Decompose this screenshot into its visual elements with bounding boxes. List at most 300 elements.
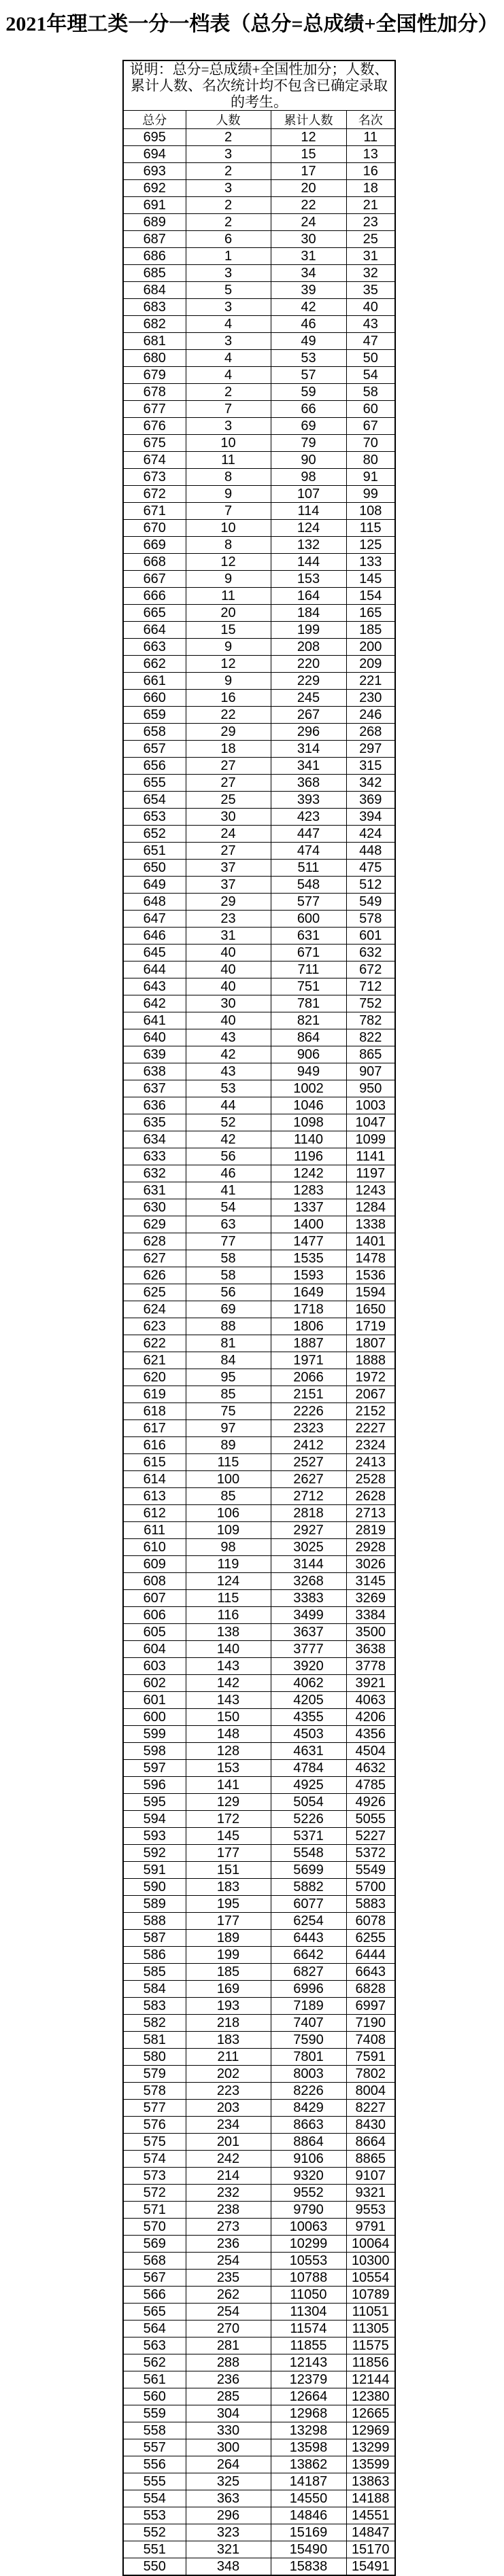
cell-rank: 13299 [346,2439,395,2456]
table-row [123,1862,395,1879]
cell-score: 685 [123,265,186,282]
cell-rank: 1141 [346,1148,395,1165]
table-row [123,1454,395,1471]
cell-score: 645 [123,945,186,961]
cell-rank: 11575 [346,2337,395,2354]
cell-score: 579 [123,2066,186,2083]
cell-rank: 1338 [346,1216,395,1233]
cell-score: 624 [123,1301,186,1318]
cell-cumulative: 17 [271,163,346,180]
cell-count: 12 [186,656,271,673]
cell-rank: 23 [346,214,395,231]
cell-rank: 9321 [346,2185,395,2202]
cell-rank: 632 [346,945,395,961]
cell-rank: 1401 [346,1233,395,1250]
cell-rank: 1650 [346,1301,395,1318]
cell-rank: 950 [346,1080,395,1097]
cell-rank: 4926 [346,1794,395,1811]
cell-rank: 3026 [346,1556,395,1573]
table-row [123,843,395,860]
cell-cumulative: 2151 [271,1386,346,1403]
table-row [123,1522,395,1539]
cell-count: 81 [186,1335,271,1352]
cell-cumulative: 423 [271,809,346,826]
cell-cumulative: 6077 [271,1896,346,1913]
cell-count: 7 [186,401,271,418]
cell-count: 40 [186,945,271,961]
cell-score: 597 [123,1760,186,1777]
table-row [123,486,395,503]
table-row [123,1182,395,1199]
cell-count: 270 [186,2321,271,2337]
table-row [123,1148,395,1165]
cell-score: 566 [123,2287,186,2304]
score-table [122,60,396,2576]
cell-cumulative: 3920 [271,1658,346,1675]
cell-count: 4 [186,350,271,367]
cell-score: 692 [123,180,186,197]
table-row [123,1063,395,1080]
cell-score: 678 [123,384,186,401]
cell-rank: 35 [346,282,395,299]
cell-cumulative: 11855 [271,2337,346,2354]
table-row [123,520,395,537]
cell-score: 670 [123,520,186,537]
cell-score: 622 [123,1335,186,1352]
cell-score: 655 [123,775,186,792]
table-row [123,1352,395,1369]
table-row [123,316,395,333]
cell-cumulative: 107 [271,486,346,503]
cell-count: 27 [186,843,271,860]
cell-count: 3 [186,180,271,197]
cell-cumulative: 14550 [271,2490,346,2507]
table-row [123,1709,395,1726]
cell-count: 84 [186,1352,271,1369]
cell-count: 8 [186,537,271,554]
cell-score: 647 [123,911,186,928]
cell-count: 142 [186,1675,271,1692]
cell-rank: 3269 [346,1590,395,1607]
cell-count: 22 [186,707,271,724]
cell-count: 100 [186,1471,271,1488]
cell-rank: 1478 [346,1250,395,1267]
cell-count: 254 [186,2253,271,2270]
cell-score: 693 [123,163,186,180]
table-row [123,282,395,299]
cell-score: 562 [123,2354,186,2371]
cell-score: 683 [123,299,186,316]
cell-cumulative: 144 [271,554,346,571]
cell-cumulative: 199 [271,622,346,639]
cell-score: 673 [123,469,186,486]
cell-cumulative: 12664 [271,2388,346,2405]
table-row [123,1964,395,1981]
cell-cumulative: 1400 [271,1216,346,1233]
cell-rank: 4206 [346,1709,395,1726]
cell-rank: 7190 [346,2015,395,2032]
cell-count: 193 [186,1998,271,2015]
cell-count: 1 [186,248,271,265]
cell-rank: 1284 [346,1199,395,1216]
cell-cumulative: 4355 [271,1709,346,1726]
table-row [123,1216,395,1233]
cell-cumulative: 1477 [271,1233,346,1250]
cell-count: 46 [186,1165,271,1182]
cell-cumulative: 474 [271,843,346,860]
cell-rank: 58 [346,384,395,401]
cell-rank: 13 [346,146,395,163]
cell-score: 684 [123,282,186,299]
cell-score: 565 [123,2304,186,2321]
table-row [123,1624,395,1641]
cell-cumulative: 600 [271,911,346,928]
cell-rank: 91 [346,469,395,486]
cell-count: 3 [186,146,271,163]
table-row [123,418,395,435]
table-row [123,2236,395,2253]
table-row [123,1879,395,1896]
cell-cumulative: 164 [271,588,346,605]
table-row [123,367,395,384]
cell-score: 676 [123,418,186,435]
table-row [123,537,395,554]
cell-cumulative: 1140 [271,1131,346,1148]
cell-score: 642 [123,995,186,1012]
table-row [123,2100,395,2117]
cell-count: 11 [186,452,271,469]
cell-count: 2 [186,384,271,401]
cell-count: 183 [186,2032,271,2049]
cell-cumulative: 184 [271,605,346,622]
cell-count: 9 [186,639,271,656]
cell-cumulative: 1002 [271,1080,346,1097]
cell-score: 563 [123,2337,186,2354]
cell-count: 56 [186,1284,271,1301]
cell-score: 617 [123,1420,186,1437]
cell-count: 2 [186,197,271,214]
cell-score: 593 [123,1828,186,1845]
cell-cumulative: 1283 [271,1182,346,1199]
cell-rank: 297 [346,741,395,758]
cell-cumulative: 751 [271,978,346,995]
cell-rank: 125 [346,537,395,554]
cell-score: 570 [123,2219,186,2236]
cell-rank: 16 [346,163,395,180]
cell-count: 7 [186,503,271,520]
cell-cumulative: 208 [271,639,346,656]
table-row [123,877,395,894]
cell-rank: 13599 [346,2456,395,2473]
cell-score: 553 [123,2507,186,2524]
table-row [123,2253,395,2270]
cell-count: 23 [186,911,271,928]
table-row [123,333,395,350]
cell-cumulative: 31 [271,248,346,265]
cell-cumulative: 7801 [271,2049,346,2066]
cell-count: 296 [186,2507,271,2524]
cell-count: 85 [186,1488,271,1505]
table-row [123,2541,395,2558]
cell-score: 591 [123,1862,186,1879]
table-row [123,2117,395,2134]
cell-rank: 12969 [346,2422,395,2439]
cell-count: 37 [186,860,271,877]
table-row [123,2032,395,2049]
table-row [123,2456,395,2473]
cell-count: 12 [186,554,271,571]
cell-score: 610 [123,1539,186,1556]
cell-score: 559 [123,2405,186,2422]
cell-rank: 782 [346,1012,395,1029]
table-row [123,809,395,826]
table-row [123,384,395,401]
table-row [123,2405,395,2422]
cell-score: 669 [123,537,186,554]
table-row [123,1403,395,1420]
cell-rank: 5549 [346,1862,395,1879]
cell-count: 195 [186,1896,271,1913]
cell-rank: 15491 [346,2558,395,2576]
cell-cumulative: 5548 [271,1845,346,1862]
cell-rank: 185 [346,622,395,639]
cell-count: 236 [186,2371,271,2388]
table-row [123,1590,395,1607]
cell-count: 202 [186,2066,271,2083]
cell-cumulative: 821 [271,1012,346,1029]
table-row [123,2151,395,2168]
cell-count: 288 [186,2354,271,2371]
cell-cumulative: 577 [271,894,346,911]
table-row [123,2490,395,2507]
cell-score: 568 [123,2253,186,2270]
cell-count: 148 [186,1726,271,1743]
table-row [123,1675,395,1692]
cell-rank: 1243 [346,1182,395,1199]
table-row [123,1114,395,1131]
cell-score: 652 [123,826,186,843]
table-row [123,1488,395,1505]
table-row [123,180,395,197]
table-row [123,1811,395,1828]
cell-rank: 865 [346,1046,395,1063]
cell-count: 27 [186,775,271,792]
cell-count: 37 [186,877,271,894]
cell-count: 330 [186,2422,271,2439]
cell-count: 30 [186,809,271,826]
cell-rank: 14847 [346,2524,395,2541]
cell-score: 586 [123,1947,186,1964]
cell-rank: 99 [346,486,395,503]
cell-count: 31 [186,928,271,945]
column-header-score: 总分 [123,111,186,129]
cell-rank: 230 [346,690,395,707]
cell-cumulative: 393 [271,792,346,809]
cell-cumulative: 12 [271,129,346,146]
cell-rank: 8664 [346,2134,395,2151]
cell-score: 625 [123,1284,186,1301]
cell-score: 618 [123,1403,186,1420]
cell-rank: 6643 [346,1964,395,1981]
cell-count: 29 [186,724,271,741]
cell-score: 614 [123,1471,186,1488]
cell-score: 653 [123,809,186,826]
cell-cumulative: 30 [271,231,346,248]
cell-cumulative: 9790 [271,2202,346,2219]
cell-rank: 115 [346,520,395,537]
cell-score: 606 [123,1607,186,1624]
cell-score: 604 [123,1641,186,1658]
table-row [123,2066,395,2083]
cell-score: 659 [123,707,186,724]
cell-cumulative: 229 [271,673,346,690]
cell-rank: 2067 [346,1386,395,1403]
cell-score: 666 [123,588,186,605]
cell-score: 594 [123,1811,186,1828]
cell-cumulative: 46 [271,316,346,333]
cell-score: 651 [123,843,186,860]
table-row [123,2083,395,2100]
cell-score: 576 [123,2117,186,2134]
cell-rank: 3921 [346,1675,395,1692]
note-row [123,60,395,111]
cell-score: 600 [123,1709,186,1726]
cell-score: 633 [123,1148,186,1165]
cell-rank: 4632 [346,1760,395,1777]
cell-cumulative: 8429 [271,2100,346,2117]
cell-score: 558 [123,2422,186,2439]
table-row [123,961,395,978]
cell-cumulative: 949 [271,1063,346,1080]
cell-rank: 4356 [346,1726,395,1743]
cell-cumulative: 1718 [271,1301,346,1318]
cell-score: 644 [123,961,186,978]
cell-count: 53 [186,1080,271,1097]
cell-count: 69 [186,1301,271,1318]
table-row [123,894,395,911]
cell-count: 124 [186,1573,271,1590]
cell-cumulative: 1649 [271,1284,346,1301]
cell-rank: 6078 [346,1913,395,1930]
cell-cumulative: 8226 [271,2083,346,2100]
table-row [123,2185,395,2202]
cell-cumulative: 12968 [271,2405,346,2422]
table-row [123,2354,395,2371]
cell-cumulative: 11050 [271,2287,346,2304]
cell-count: 2 [186,129,271,146]
cell-score: 664 [123,622,186,639]
cell-score: 654 [123,792,186,809]
cell-rank: 80 [346,452,395,469]
cell-cumulative: 3144 [271,1556,346,1573]
cell-rank: 133 [346,554,395,571]
cell-rank: 209 [346,656,395,673]
table-row [123,588,395,605]
cell-cumulative: 39 [271,282,346,299]
cell-score: 689 [123,214,186,231]
table-row [123,775,395,792]
cell-rank: 1047 [346,1114,395,1131]
cell-count: 211 [186,2049,271,2066]
cell-count: 235 [186,2270,271,2287]
table-row [123,1794,395,1811]
table-row [123,605,395,622]
cell-count: 4 [186,367,271,384]
cell-cumulative: 3383 [271,1590,346,1607]
cell-cumulative: 13598 [271,2439,346,2456]
cell-cumulative: 906 [271,1046,346,1063]
cell-score: 681 [123,333,186,350]
cell-rank: 2713 [346,1505,395,1522]
cell-rank: 2819 [346,1522,395,1539]
table-row [123,299,395,316]
cell-count: 41 [186,1182,271,1199]
table-row [123,911,395,928]
cell-count: 24 [186,826,271,843]
table-row [123,1335,395,1352]
table-row [123,707,395,724]
cell-rank: 1807 [346,1335,395,1352]
cell-cumulative: 245 [271,690,346,707]
cell-score: 691 [123,197,186,214]
cell-rank: 394 [346,809,395,826]
table-row [123,1505,395,1522]
cell-cumulative: 5226 [271,1811,346,1828]
table-row [123,1131,395,1148]
cell-cumulative: 9552 [271,2185,346,2202]
cell-count: 54 [186,1199,271,1216]
cell-rank: 11856 [346,2354,395,2371]
cell-count: 63 [186,1216,271,1233]
cell-cumulative: 6642 [271,1947,346,1964]
cell-count: 10 [186,435,271,452]
cell-rank: 40 [346,299,395,316]
cell-count: 16 [186,690,271,707]
cell-cumulative: 10299 [271,2236,346,2253]
cell-score: 687 [123,231,186,248]
cell-count: 232 [186,2185,271,2202]
cell-count: 150 [186,1709,271,1726]
cell-score: 627 [123,1250,186,1267]
cell-count: 218 [186,2015,271,2032]
table-row [123,1471,395,1488]
cell-rank: 1594 [346,1284,395,1301]
cell-count: 143 [186,1658,271,1675]
cell-rank: 221 [346,673,395,690]
cell-cumulative: 6827 [271,1964,346,1981]
cell-rank: 10789 [346,2287,395,2304]
cell-cumulative: 1971 [271,1352,346,1369]
cell-score: 656 [123,758,186,775]
table-row [123,1420,395,1437]
cell-count: 323 [186,2524,271,2541]
cell-cumulative: 1196 [271,1148,346,1165]
table-row [123,2219,395,2236]
cell-cumulative: 5882 [271,1879,346,1896]
cell-rank: 10064 [346,2236,395,2253]
cell-score: 590 [123,1879,186,1896]
table-row [123,1097,395,1114]
cell-cumulative: 66 [271,401,346,418]
cell-rank: 475 [346,860,395,877]
table-row [123,1029,395,1046]
cell-rank: 246 [346,707,395,724]
cell-rank: 5700 [346,1879,395,1896]
cell-score: 583 [123,1998,186,2015]
cell-rank: 315 [346,758,395,775]
cell-cumulative: 3637 [271,1624,346,1641]
cell-score: 575 [123,2134,186,2151]
